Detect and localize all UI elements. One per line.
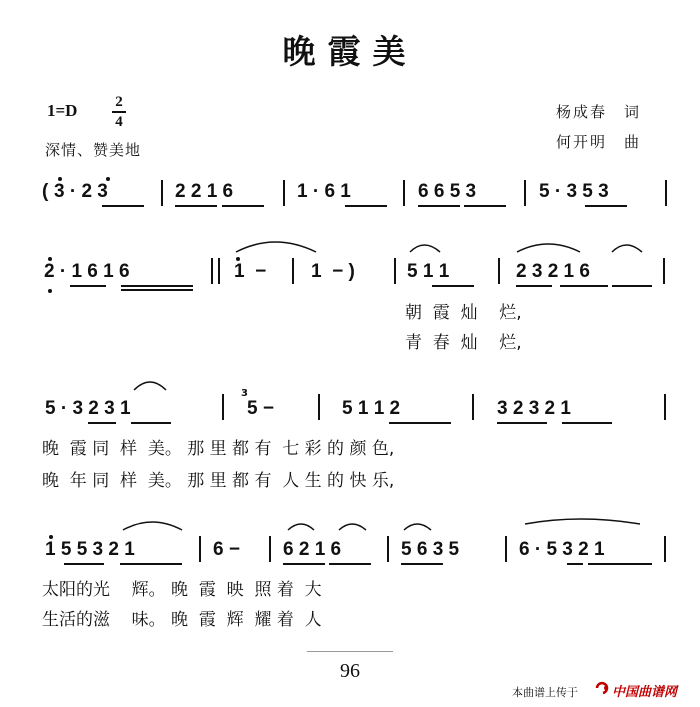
row4-measure5: 6 · 5 3 2 1 [519,539,605,560]
row2-measure4: 5 1 1 [407,261,450,282]
slur-row4-d [404,524,431,530]
page-number: 96 [340,660,360,682]
slur-row3 [134,382,166,390]
row1-measure5: 5 · 3 5 3 [539,181,609,202]
lyric-row3-verse2: 晚 年 同 样 美。 那 里 都 有 人 生 的 快 乐, [42,471,395,491]
row3-measure4: 3 2 3 2 1 [497,398,571,419]
slur-row4-c [339,524,366,530]
expression-mark: 深情、赞美地 [45,141,142,159]
row1-open-paren: ( [42,181,49,202]
row2-measure2: 1 − [234,261,267,282]
row2-measure5: 2 3 2 1 6 [516,261,590,282]
site-logo-icon [595,681,611,695]
upload-note: 本曲谱上传于 [512,686,578,699]
site-name[interactable]: 中国曲谱网 [612,685,678,700]
lyric-row2-verse2: 青 春 灿 烂, [405,333,522,353]
slur-row4-b [288,524,314,530]
row4-measure1: 1 5 5 3 2 1 [45,539,135,560]
key-signature: 1=D [47,101,78,120]
lyric-row3-verse1: 晚 霞 同 样 美。 那 里 都 有 七 彩 的 颜 色, [42,439,395,459]
row1-measure1: 3 · 2 3 [54,181,108,202]
page-divider [307,651,393,652]
row1-measure2: 2 2 1 6 [175,181,234,202]
lyricist-credit: 杨成春 词 [556,103,642,121]
slur-row4-e [525,519,640,524]
row4-measure2: 6 − [213,539,240,560]
lyric-row4-verse2: 生活的滋 味。 晚 霞 辉 耀 着 人 [42,610,322,630]
row1-measure3: 1 · 6 1 [297,181,351,202]
composer-credit: 何开明 曲 [556,133,642,151]
row4-measure3: 6 2 1 6 [283,539,342,560]
meter-bottom: 4 [115,114,123,130]
grace-note: 3 [241,388,248,399]
slur-row4-a [123,522,182,530]
slur-row2-b [517,244,580,252]
slur-row2-c [612,245,642,252]
song-title: 晚霞美 [282,32,418,71]
row4-measure4: 5 6 3 5 [401,539,460,560]
row2-measure1: 2 · 1 6 1 6 [44,261,130,282]
row3-measure3: 5 1 1 2 [342,398,401,419]
row2-measure3: 1 − ) [311,261,355,282]
lyric-row2-verse1: 朝 霞 灿 烂, [405,303,522,323]
meter-top: 2 [115,94,123,110]
row3-measure1: 5 · 3 2 3 1 [45,398,131,419]
lyric-row4-verse1: 太阳的光 辉。 晚 霞 映 照 着 大 [42,580,322,600]
tie-row2 [236,242,316,252]
row3-measure2: 5 − [247,398,274,419]
slur-row2-a [410,245,440,252]
row1-measure4: 6 6 5 3 [418,181,477,202]
